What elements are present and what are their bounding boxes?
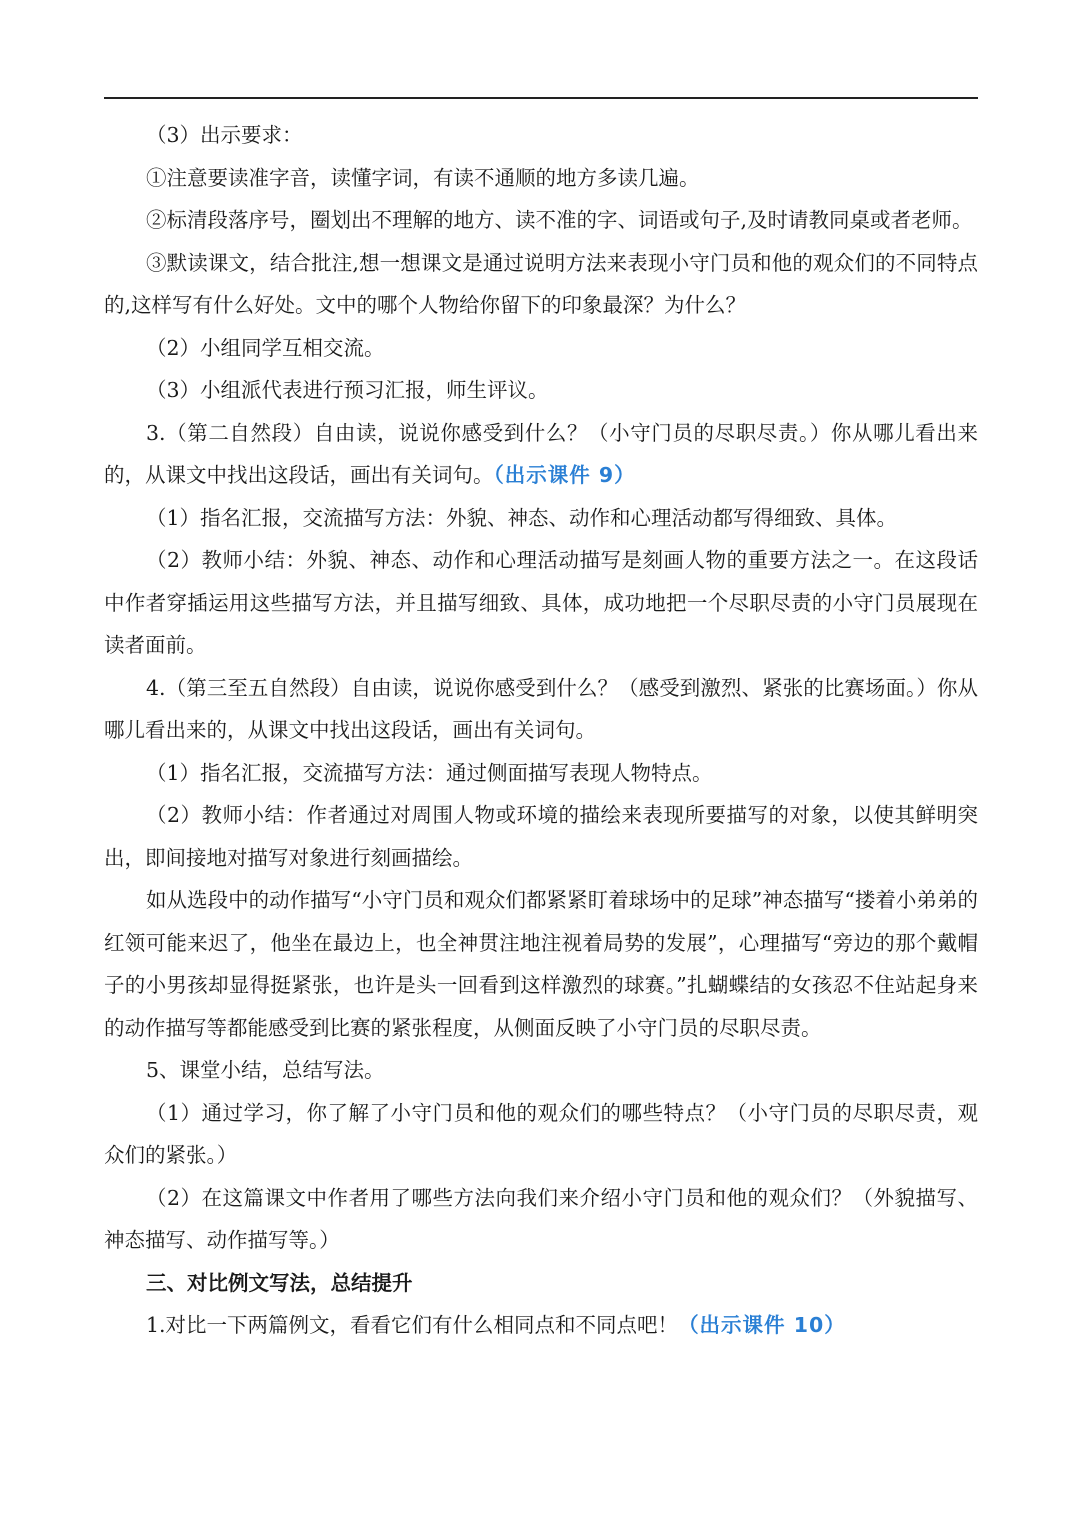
paragraph-2: ①注意要读准字音，读懂字词，有读不通顺的地方多读几遍。: [146, 165, 700, 190]
paragraph-6: （3）小组派代表进行预习汇报，师生评议。: [146, 378, 549, 402]
paragraph-9: （2）教师小结：外貌、神态、动作和心理活动描写是刻画人物的重要方法之一。在这段话中作者穿插运用这些描写方法，并且描写细致、具体，成功地把一个尽职尽责的小守门员展现在读者面前。: [104, 548, 978, 657]
paragraph-13: 如从选段中的动作描写“小守门员和观众们都紧紧盯着球场中的足球”神态描写“搂着小弟弟的红领可能来迟了，他坐在最边上，也全神贯注地注视着局势的发展”，心理描写“旁边的那个戴帽子的小男孩却显得挺紧张，也许是头一回看到这样激烈的球赛。”扎蝴蝶结的女孩忍不住站起身来的动作描写等都能感受到比赛的紧张程度，从侧面反映了小守门员的尽职尽责。: [104, 888, 978, 1040]
header-rule: [104, 97, 978, 99]
paragraph-18: 1.对比一下两篇例文，看看它们有什么相同点和不同点吧！（出示课件 10）: [146, 1313, 846, 1337]
paragraph-8: （1）指名汇报，交流描写方法：外貌、神态、动作和心理活动都写得细致、具体。: [146, 505, 898, 530]
courseware-reference: （出示课件 9）: [493, 463, 636, 487]
section-heading: 三、对比例文写法，总结提升: [146, 1270, 413, 1295]
paragraph-4: ③默读课文，结合批注,想一想课文是通过说明方法来表现小守门员和他的观众们的不同特点的,这样写有什么好处。文中的哪个人物给你留下的印象最深？为什么？: [104, 250, 978, 317]
paragraph-15: （1）通过学习，你了解了小守门员和他的观众们的哪些特点？（小守门员的尽职尽责，观众们的紧张。）: [104, 1100, 978, 1167]
paragraph-14: 5、课堂小结，总结写法。: [146, 1058, 385, 1082]
paragraph-7: 3.（第二自然段）自由读，说说你感受到什么？（小守门员的尽职尽责。）你从哪儿看出来的，从课文中找出这段话，画出有关词句。（出示课件 9）: [104, 420, 978, 487]
paragraph-11: （1）指名汇报，交流描写方法：通过侧面描写表现人物特点。: [146, 760, 713, 785]
document-body: [104, 114, 978, 1347]
paragraph-12: （2）教师小结：作者通过对周围人物或环境的描绘来表现所要描写的对象，以使其鲜明突出，即间接地对描写对象进行刻画描绘。: [104, 803, 978, 870]
paragraph-3: ②标清段落序号，圈划出不理解的地方、读不准的字、词语或句子,及时请教同桌或者老师。: [146, 208, 973, 232]
paragraph-10: 4.（第三至五自然段）自由读，说说你感受到什么？（感受到激烈、紧张的比赛场面。）你从哪儿看出来的，从课文中找出这段话，画出有关词句。: [104, 675, 978, 742]
paragraph-5: （2）小组同学互相交流。: [146, 335, 385, 360]
courseware-reference: （出示课件 10）: [678, 1313, 846, 1337]
paragraph-16: （2）在这篇课文中作者用了哪些方法向我们来介绍小守门员和他的观众们？（外貌描写、神态描写、动作描写等。）: [104, 1185, 978, 1252]
paragraph-1: （3）出示要求：: [146, 123, 303, 147]
